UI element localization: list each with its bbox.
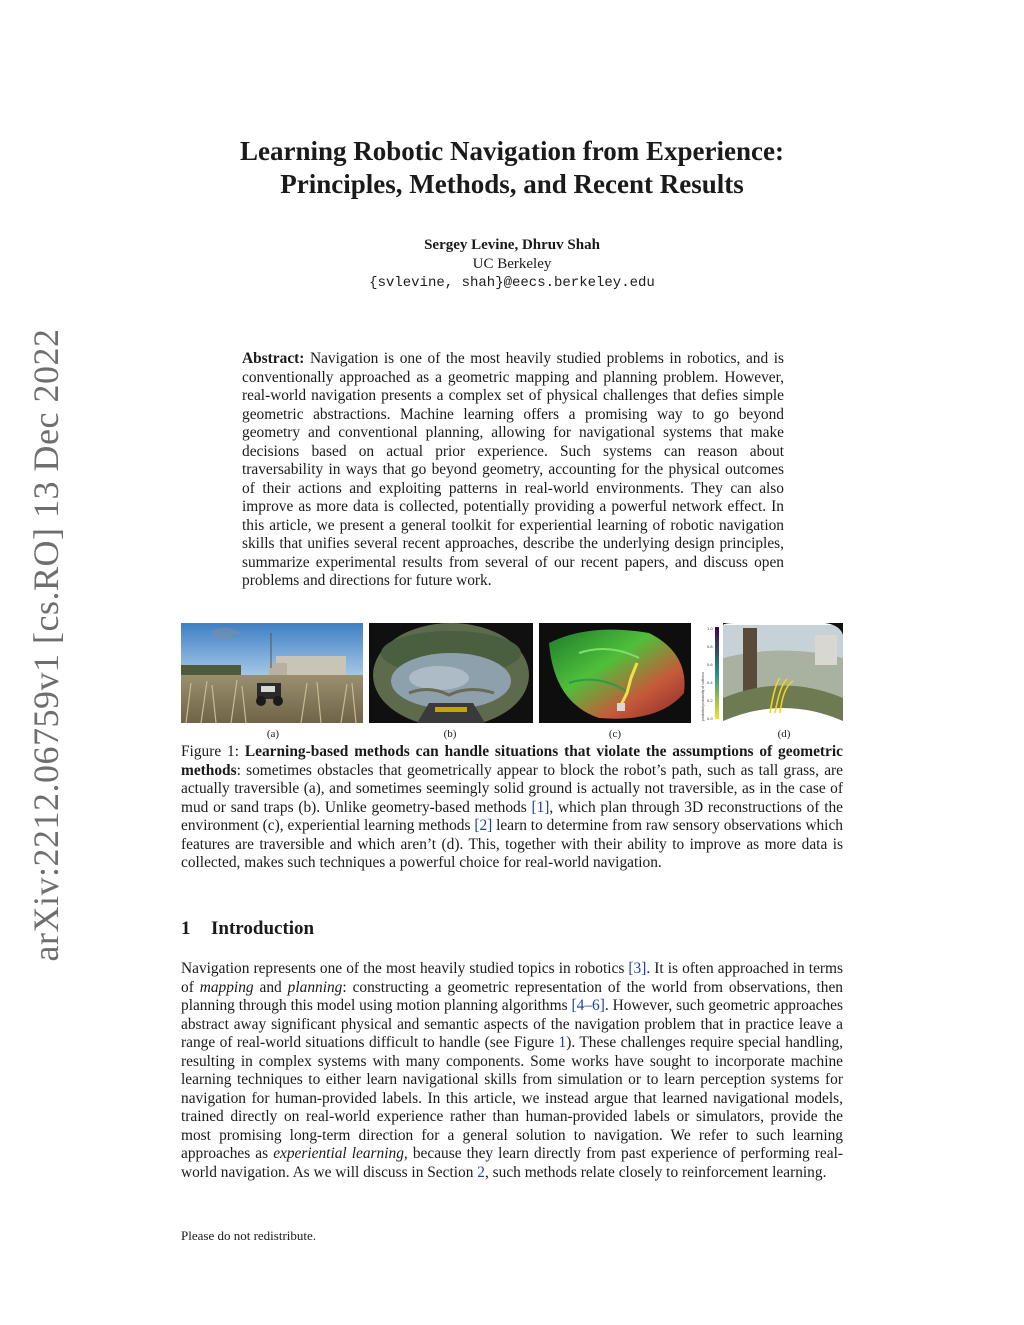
intro-text: , such methods relate closely to reinforcement learning. (484, 1163, 827, 1181)
section-heading (181, 918, 314, 940)
introduction-paragraph (181, 960, 843, 1182)
footer-note: Please do not redistribute. (181, 1228, 317, 1243)
caption-prefix: Figure 1: (181, 743, 245, 760)
caption-text-3: learn to determine from raw sensory observations which features are traversible and which aren’t (d). This, together with their ability to improve as more data is collected, makes such techniques a powerful choice for real-world navigation. (181, 817, 843, 871)
figure-1-images (181, 623, 843, 723)
intro-emphasis: planning (287, 978, 343, 996)
abstract (242, 350, 784, 591)
subfigure-label-c: (c) (608, 728, 622, 740)
intro-text: Navigation represents one of the most heavily studied topics in robotics (181, 960, 629, 977)
intro-text: , because they learn directly from past experience of performing real-world navigation. As we will discuss in Section (181, 1145, 843, 1181)
title-line-2: Principles, Methods, and Recent Results (280, 169, 744, 199)
colorbar-label: predicted probability of collision (701, 672, 705, 721)
caption-text-1: : sometimes obstacles that geometrically appear to block the robot’s path, such as tall grass, are actually traversible (a), and sometimes seemingly solid ground is actually not traversible, as in the case of mud or sand traps (b). Unlike geometry-based methods (181, 761, 843, 816)
author-block (180, 236, 844, 293)
subfigure-label-b: (b) (443, 728, 457, 740)
subfigure-label-d: (d) (777, 728, 791, 740)
intro-text: : constructing a geometric representation of the world from observations, then planning through this model using motion planning algorithms (181, 978, 843, 1014)
colorbar-tick-1: 1.0 (707, 626, 713, 631)
colorbar-tick-3: 0.6 (707, 662, 713, 667)
figure-panel-d-image (695, 623, 843, 723)
intro-emphasis: experiential learning (273, 1145, 404, 1162)
citation-link[interactable]: [1] (531, 798, 550, 816)
intro-text: and (253, 978, 288, 996)
figure-1-caption (181, 743, 843, 873)
author-affiliation: UC Berkeley (472, 256, 552, 272)
caption-bold: Learning-based methods can handle situations that violate the assumptions of geometric methods (181, 743, 843, 779)
figure-panel-a-image (181, 623, 363, 723)
title-line-1: Learning Robotic Navigation from Experience: (240, 136, 784, 166)
figure-panel-c-image (539, 623, 691, 723)
figure-panel-b-image (369, 623, 533, 723)
citation-link[interactable]: [4–6] (571, 997, 605, 1014)
svg-text:predicted probability of colli (701, 672, 705, 721)
intro-text: ). These challenges require special handling, resulting in complex systems with many components. Some works have sought to incorporate machine learning techniques to either learn navigational skills from simulation or to learn perception systems for navigation for human-provided labels. In this article, we instead argue that learned navigational models, trained directly on real-world experience rather than human-provided labels or simulators, provide the most promising long-term direction for a general solution to navigation. We refer to such learning approaches as (181, 1034, 843, 1162)
subfigure-label-a: (a) (266, 728, 280, 740)
citation-link[interactable]: [3] (628, 960, 647, 977)
abstract-label: Abstract: (242, 350, 305, 367)
colorbar-tick-5: 0.2 (707, 698, 713, 703)
abstract-text: Navigation is one of the most heavily studied problems in robotics, and is conventionally approached as a geometric mapping and planning problem. However, real-world navigation presents a complex set of physical challenges that defies simple geometric abstractions. Machine learning offers a promising way to go beyond geometry and conventional planning, allowing for navigational systems that make decisions based on actual prior experience. Such systems can reason about traversability in ways that go beyond geometry, accounting for the physical outcomes of their actions and exploiting patterns in real-world environments. They can also improve as more data is collected, potentially providing a powerful network effect. In this article, we present a general toolkit for experiential learning of robotic navigation skills that unifies several recent approaches, describe the underlying design principles, summarize experimental results from several of our recent papers, and discuss open problems and directions for future work. (242, 350, 784, 589)
section-title: Introduction (211, 918, 315, 939)
figure-ref-link[interactable]: 1 (558, 1034, 567, 1051)
intro-text: . It is often approached in terms of (181, 960, 843, 996)
caption-text-2: , which plan through 3D reconstructions of the environment (c), experiential learning methods (181, 798, 843, 834)
section-number: 1 (181, 918, 191, 939)
paper-title (180, 135, 844, 201)
colorbar-tick-6: 0.0 (707, 716, 713, 721)
author-names: Sergey Levine, Dhruv Shah (424, 237, 600, 253)
colorbar-tick-4: 0.4 (707, 680, 713, 685)
intro-emphasis: mapping (199, 978, 254, 996)
section-ref-link[interactable]: 2 (477, 1163, 485, 1181)
author-email: {svlevine, shah}@eecs.berkeley.edu (369, 275, 655, 291)
intro-text: . However, such geometric approaches abstract away significant physical and semantic aspects of the navigation problem that in practice leave a range of real-world situations difficult to handle (see Figure (181, 997, 843, 1051)
colorbar-tick-2: 0.8 (707, 644, 713, 649)
arxiv-side-stamp: arXiv:2212.06759v1 [cs.RO] 13 Dec 2022 (26, 328, 66, 962)
citation-link[interactable]: [2] (474, 817, 493, 834)
